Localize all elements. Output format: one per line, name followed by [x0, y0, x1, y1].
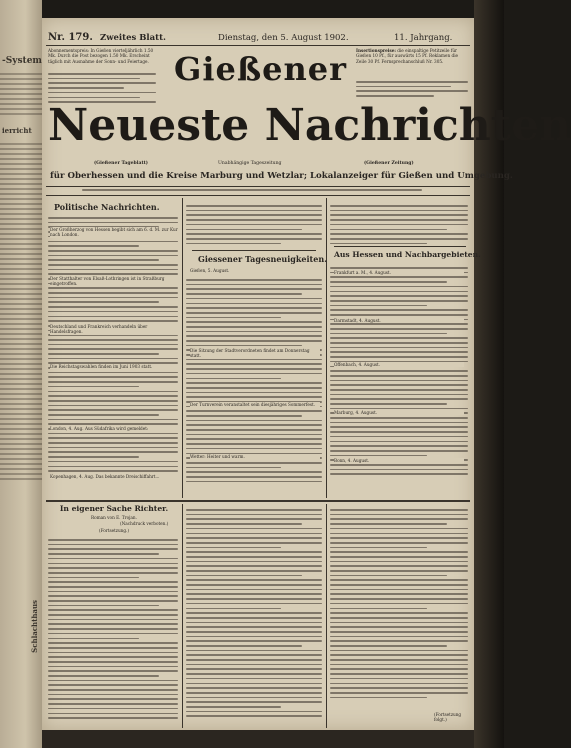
adjacent-page-fragment: Schlachthaus	[30, 600, 39, 653]
header-rule	[46, 45, 470, 46]
column-rule	[182, 504, 183, 728]
politics-item-3: Deutschland und Frankreich verhandeln über Handelsfragen.	[50, 324, 178, 335]
column-rule	[182, 198, 183, 498]
column-three-top-text	[330, 202, 468, 247]
page-bottom-edge	[42, 730, 474, 748]
serial-text	[48, 536, 178, 722]
politics-item-5: London, 4. Aug. Aus Südafrika wird gemeldet:	[50, 426, 178, 431]
local-item-2: Der Turnverein veranstaltet sein diesjähriges Sommerfest.	[190, 402, 320, 407]
serial-title: In eigener Sache Richter.	[59, 504, 169, 513]
sheet-label: Zweites Blatt.	[100, 33, 166, 43]
masthead-right-tag: (Gießener Zeitung)	[364, 161, 414, 166]
issue-date: Dienstag, den 5. August 1902.	[218, 33, 349, 43]
masthead-left-tag: (Gießener Tageblatt)	[94, 161, 148, 166]
masthead-center-tag: Unabhängige Tageszeitung	[218, 161, 282, 166]
volume-label: 11. Jahrgang.	[394, 33, 453, 43]
feuilleton-rule	[46, 500, 470, 502]
serial-text-2	[186, 506, 322, 720]
adjacent-page-fragment: ierricht	[2, 126, 32, 135]
region-item-4: Marburg, 4. August.	[334, 410, 464, 415]
issue-number: Nr. 179.	[48, 32, 93, 43]
subscription-box: Abonnementspreis: In Gießen vierteljährlich 1.50 Mk. Durch die Post bezogen 1.50 Mk. Erscheint täglich mit Ausnahme der Sonn- und Feiertage.	[48, 48, 154, 64]
masthead-title-top: Gießener	[174, 50, 347, 88]
region-item-5: Bonn, 4. August.	[334, 458, 464, 463]
politics-item-2: Der Statthalter von Elsaß-Lothringen ist in Straßburg eingetroffen.	[50, 276, 178, 287]
publisher-line	[82, 186, 422, 194]
masthead-subtitle: für Oberhessen und die Kreise Marburg und Wetzlar; Lokalanzeiger für Gießen und Umgebung.	[50, 171, 513, 181]
serial-text-3	[330, 506, 468, 701]
section-heading-politics: Politische Nachrichten.	[54, 202, 160, 212]
section-rule	[334, 246, 466, 247]
region-column-text	[330, 264, 468, 478]
region-item-1: Frankfurt a. M., 4. August.	[334, 270, 464, 275]
serial-continuation: (Fortsetzung.)	[98, 528, 130, 533]
politics-column-text	[48, 214, 178, 475]
serial-note: (Nachdruck verboten.)	[120, 521, 169, 526]
column-two-top-text	[186, 202, 322, 247]
region-item-2: Darmstadt, 4. August.	[334, 318, 464, 323]
politics-item-6: Kopenhagen, 4. Aug. Das bekannte Dreischiffahrt...	[50, 474, 178, 479]
region-item-3: Offenbach, 4. August.	[334, 362, 464, 367]
local-item-1: Die Sitzung der Stadtverordneten findet am Donnerstag statt.	[190, 348, 320, 359]
newspaper-page	[42, 18, 571, 730]
insertion-box-lines	[356, 78, 468, 100]
section-heading-local: Giessener Tagesneuigkeiten.	[198, 254, 327, 264]
insertion-box	[356, 48, 468, 64]
politics-item-1: Der Großherzog von Hessen begibt sich am 6. d. M. zur Kur nach London.	[50, 227, 178, 238]
serial-author: Roman von E. Trojan.	[91, 515, 137, 520]
column-rule	[326, 198, 327, 498]
masthead-title-main: Neueste Nachrichten	[48, 100, 571, 151]
local-dateline: Gießen, 5. August.	[190, 268, 230, 273]
column-rule	[326, 504, 327, 728]
adjacent-page-edge	[0, 0, 42, 748]
politics-item-4: Die Reichstagswahlen finden im Juni 1903 statt.	[50, 364, 178, 369]
insertion-box-text: die einspaltige Petitzeile für Gießen 10 Pf., für auswärts 15 Pf. Reklamen die Zeile 30 Pf. Fernsprechanschluß Nr. 305.	[356, 48, 459, 64]
local-item-3: Wetter: Heiter und warm.	[190, 454, 320, 459]
serial-to-be-continued: (Fortsetzung folgt.)	[434, 712, 462, 723]
adjacent-page-text	[0, 70, 42, 118]
masthead-rule-2	[46, 195, 470, 196]
section-heading-region: Aus Hessen und Nachbargebieten.	[334, 250, 481, 259]
insertion-box-title: Insertionspreise:	[356, 48, 396, 53]
adjacent-page-fragment: -System	[2, 56, 42, 66]
section-rule	[192, 250, 316, 251]
adjacent-page-text	[0, 140, 42, 483]
